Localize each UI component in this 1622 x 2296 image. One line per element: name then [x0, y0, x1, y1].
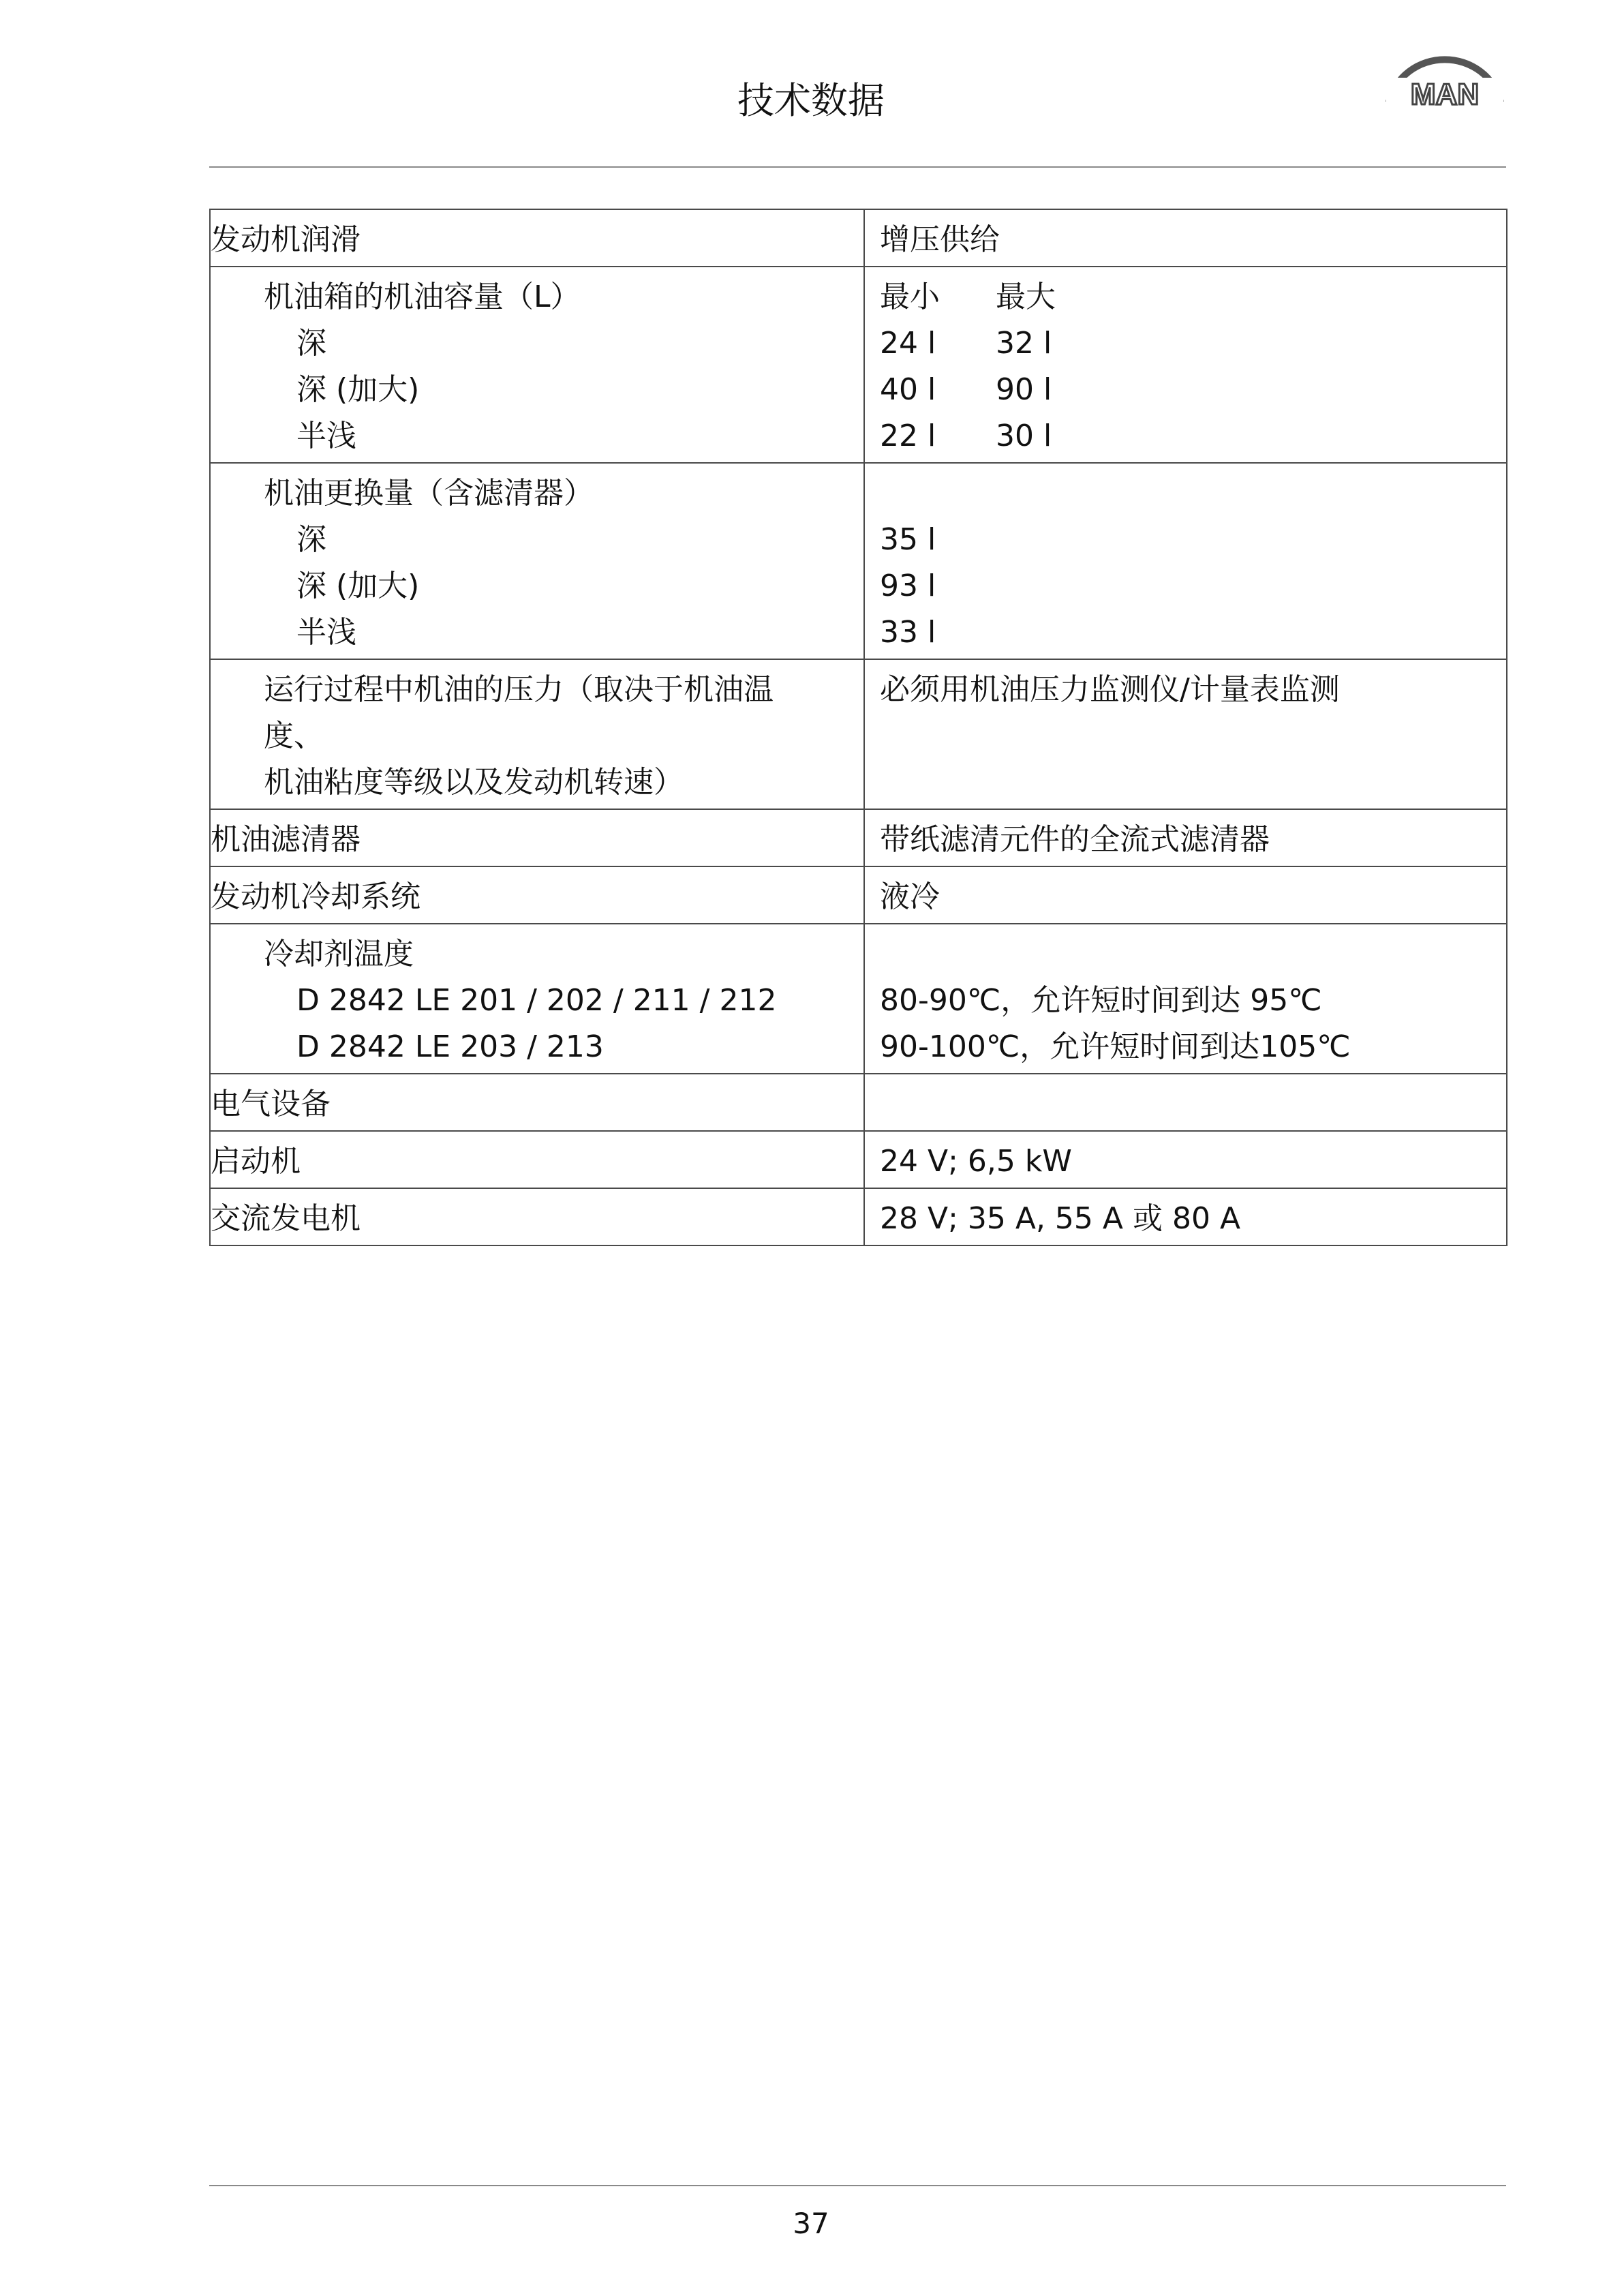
oil-capacity-row-label: 深	[296, 326, 326, 361]
starter-label: 启动机	[210, 1131, 864, 1188]
oil-change-label: 机油更换量（含滤清器）	[264, 476, 594, 511]
svg-text:MAN: MAN	[1410, 78, 1480, 111]
table-row	[210, 866, 1507, 924]
lubrication-value: 增压供给	[864, 209, 1507, 267]
alternator-value: 28 V; 35 A, 55 A 或 80 A	[864, 1188, 1507, 1245]
capacity-max: 30 l	[996, 419, 1052, 453]
oil-change-row-label: 半浅	[296, 615, 356, 650]
capacity-values	[880, 320, 1506, 367]
table-row	[210, 1131, 1507, 1188]
coolant-temp-value: 80-90℃，允许短时间到达 95℃	[880, 983, 1322, 1018]
oil-change-value: 33 l	[880, 615, 936, 650]
oil-filter-label: 机油滤清器	[210, 809, 864, 866]
oil-capacity-row-label: 深 (加大)	[296, 372, 420, 407]
alternator-label: 交流发电机	[210, 1188, 864, 1245]
footer-rule	[209, 2185, 1506, 2186]
table-row	[210, 1188, 1507, 1245]
oil-pressure-value: 必须用机油压力监测仪/计量表监测	[864, 659, 1507, 809]
coolant-temp-value: 90-100℃，允许短时间到达105℃	[880, 1029, 1351, 1064]
oil-change-row-label: 深	[296, 522, 326, 557]
table-row	[210, 659, 1507, 809]
capacity-max: 32 l	[996, 326, 1052, 361]
oil-filter-value: 带纸滤清元件的全流式滤清器	[864, 809, 1507, 866]
spec-table	[209, 209, 1508, 1246]
cooling-value: 液冷	[864, 866, 1507, 924]
oil-pressure-label: 机油粘度等级以及发动机转速）	[264, 765, 684, 800]
table-row	[210, 809, 1507, 866]
lubrication-label: 发动机润滑	[210, 209, 864, 267]
capacity-min: 22 l	[880, 419, 936, 453]
page-number: 37	[793, 2207, 829, 2240]
capacity-values	[880, 367, 1506, 413]
table-row	[210, 924, 1507, 1074]
table-row	[210, 209, 1507, 267]
col-min-label: 最小	[880, 280, 940, 314]
oil-change-row-label: 深 (加大)	[296, 569, 420, 603]
oil-pressure-label: 度、	[264, 719, 324, 753]
oil-pressure-label: 运行过程中机油的压力（取决于机油温	[264, 672, 774, 707]
oil-capacity-row-label: 半浅	[296, 419, 356, 453]
col-max-label: 最大	[996, 280, 1056, 314]
oil-change-value: 93 l	[880, 569, 936, 603]
oil-change-value: 35 l	[880, 522, 936, 557]
capacity-header	[880, 274, 1506, 320]
oil-capacity-label: 机油箱的机油容量（L）	[264, 280, 581, 314]
table-row	[210, 1074, 1507, 1131]
electrical-label: 电气设备	[210, 1074, 864, 1131]
coolant-temp-label: 冷却剂温度	[264, 937, 414, 971]
table-row	[210, 267, 1507, 463]
table-row	[210, 463, 1507, 659]
starter-value: 24 V; 6,5 kW	[864, 1131, 1507, 1188]
header-rule	[209, 166, 1506, 168]
coolant-model-label: D 2842 LE 201 / 202 / 211 / 212	[296, 983, 777, 1018]
coolant-model-label: D 2842 LE 203 / 213	[296, 1029, 604, 1064]
capacity-max: 90 l	[996, 372, 1052, 407]
page-title: 技术数据	[737, 79, 885, 122]
capacity-values	[880, 413, 1506, 459]
cooling-label: 发动机冷却系统	[210, 866, 864, 924]
capacity-min: 40 l	[880, 372, 936, 407]
capacity-min: 24 l	[880, 326, 936, 361]
man-logo	[1377, 40, 1513, 115]
